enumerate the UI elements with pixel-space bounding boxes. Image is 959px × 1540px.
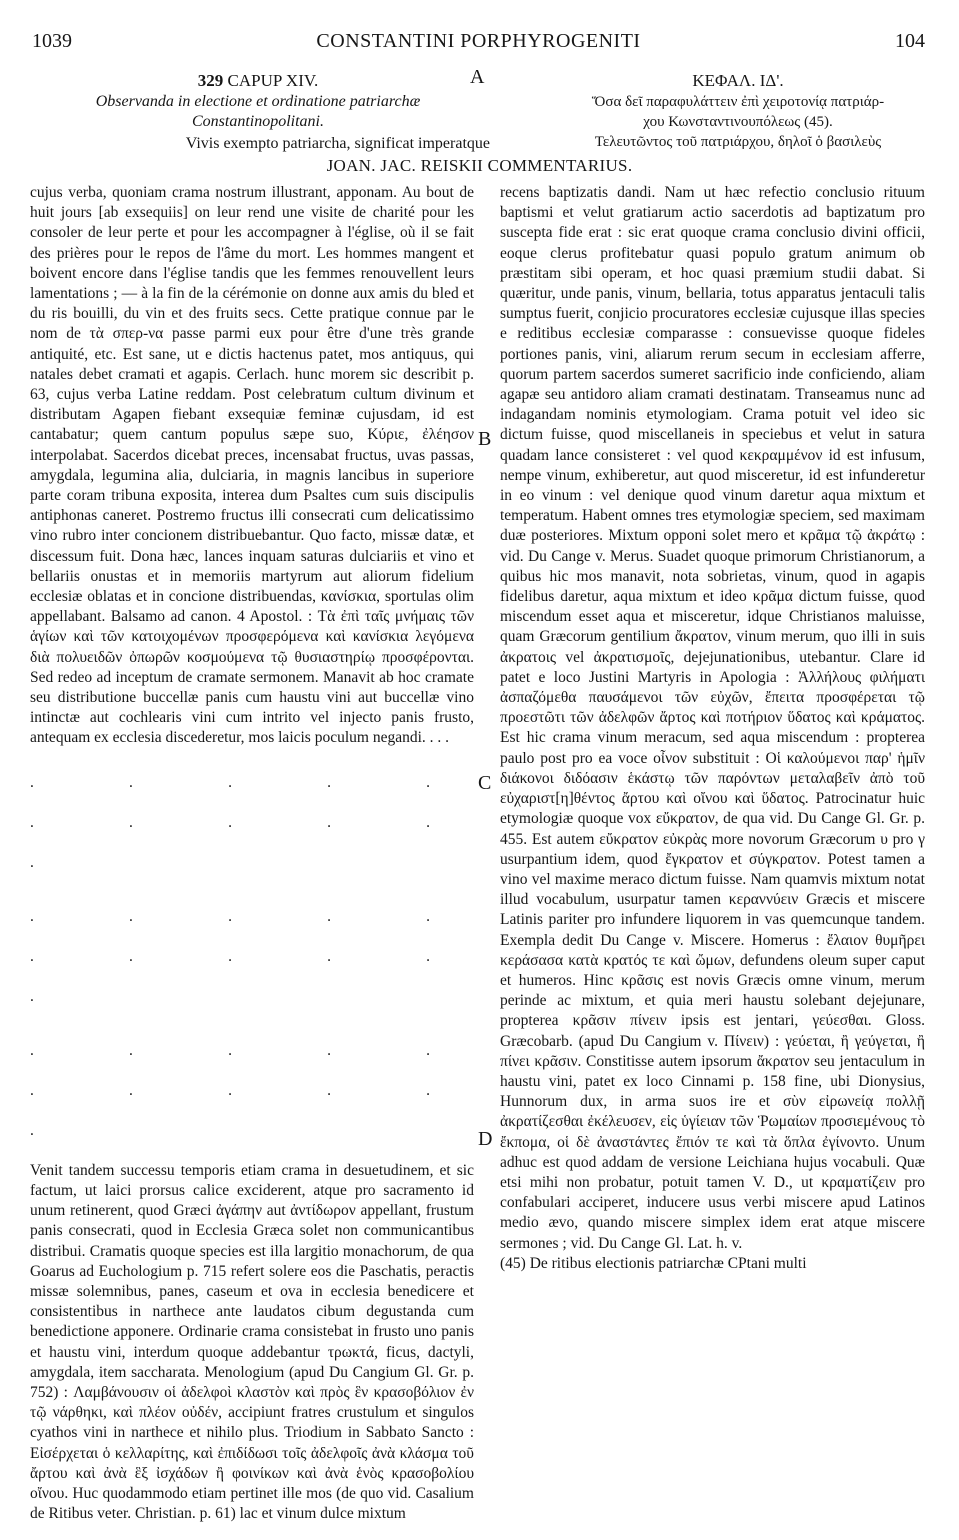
left-column (30, 183, 474, 1524)
greek-caput: ΚΕΦΑΛ. ΙΔ'. (692, 71, 784, 90)
margin-letter-d: D (478, 1128, 493, 1150)
left-paragraph-1: cujus verba, quoniam crama nostrum illustrant, apponam. Au bout de huit jours [ab exsequiis] on leur rend une visite de charité pour les consoler de leur perte et pour les accompagner à l'église, où il se fait des prières pour le repos de l'âme du mort. Les hommes mangent et boivent encore dans l'église tandis que les femmes renouvellent leurs lamentations ; — à la fin de la cérémonie on donne aux amis du bled et du ris bouilli, du vin et des fruits secs. Cette pratique connue par le nom de τὰ σπερ-να passe parmi eux pour être d'une très grande antiquité, etc. Est sane, ut e dictis hactenus patet, mos antiquus, qui natales debet cramati et agapis. Cerlach. hunc morem sic describit p. 63, cujus verba Latine reddam. Post celebratum cultum divinum et distributam Agapen fiebant exsequiæ feminæ cujusdam, id est cantabatur; quem cantum populus sæpe suo, Κύριε, ἐλέησον interpolabat. Sacerdos dicebat preces, incensabat fructus, uvas passas, amygdala, legumina alia, dulciaria, in magnis lancibus in superiore parte coram tribuna exposita, interea dum Psaltes cum suis discipulis antiphonas caneret. Postremo fructus illi consecrati cum delicatissimo vino rubro inter concionem distribuebantur. Quo facto, missæ datæ, et discessum fuit. Dona hæc, lances inquam saturas dulciariis et vino et bellariis onustas et in memoriis martyrum aut aliorum fidelium ecclesiæ oblatas et in concione distribuendas, κανίσκια, sportulas olim appellabant. Balsamo ad canon. 4 Apostol. : Τὰ ἐπὶ ταῖς μνήμαις τῶν ἁγίων καὶ τῶν κατοιχομένων προσφερόμενα καὶ κανίσκια λεγόμενα διὰ πολυειδῶν ὀπωρῶν κοσμούμενα τῷ θυσιαστηρίῳ προσφέρονται. Sed redeo ad inceptum de cramate sermonem. Manavit ab hoc cramate seu distributione buccellæ panis cum haustu vini aut buccellæ vino intinctæ aut cochlearis vini cum intrito vel injecto panis frusto, antequam ex ecclesia discederetur, mos laicis poculum negandi. . . . (30, 184, 474, 747)
margin-letter-a: A (470, 66, 485, 88)
margin-letter-b: B (478, 428, 492, 450)
omission-dots-2: . . . . . . . . . . . (30, 907, 474, 1005)
greek-subtitle-1: Ὅσα δεῖ παραφυλάττειν ἐπὶ χειροτονίᾳ πατριάρ- (591, 94, 885, 110)
page-number-right: 104 (895, 30, 925, 52)
right-paragraph-1: recens baptizatis dandi. Nam ut hæc refectio conclusio rituum baptismi et velut gratiarum actio sacerdotis ad baptizatum pro suscepta fide erat : sic erat quoque crama conclusio divini officii, eoque clerus profitebatur quasi populo gratum animum ob præstitam sibi operam, et hoc quasi præmium studii dabat. Si quæritur, unde panis, vinum, bellaria, totus apparatus jentaculi talis sumptus fuerit, conjicio procuratores ecclesiæ cujusque illas species e reditibus ecclesiæ comparasse : consuevisse quoque fideles portiones panis, vini, aliarum rerum secum in ecclesiam afferre, quorum partem sacerdos sumeret sacrificio inde conficiendo, aliam agapæ seu antidoro aliam cramati destinatam. Transeamus nunc ad indagandam nominis etymologiam. Crama potuit vel ideo sic dictum fuisse, quod miscellaneis in speciebus et velut in satura quadam lance consisteret : vel quod κεκραμμένον id est infusum, nempe vinum, exhiberetur, aut quod misceretur, id est infunderetur in eo vinum : vel denique quod vinum daretur aqua mixtum et temperatum. Habent omnes tres etymologiæ speciem, sed maximam duæ posteriores. Mixtum opponi solet mero et κρᾶμα τῷ ἀκράτῳ : vid. Du Cange v. Merus. Suadet quoque primorum Christianorum, a quibus hic mos manavit, nota sobrietas, vinum, quod in agapis fidelibus daretur, aqua mixtum et ideo κρᾶμα dictum fuisse, quod miscendum esset aqua et misceretur, idque Christianos maluisse, quam Græcorum gentilium ἄκρατον, vinum merum, quo illi in suis ἀκρατοις vel ἀκρατισμοῖς, dejejunationibus, utebantur. Clare id patet e loco Justini Martyris in Apologia : Ἀλλήλους φιλήματι ἀσπαζόμεθα παυσάμενοι τῶν εὐχῶν, ἔπειτα προσφέρεται τῷ προεστῶτι τῶν ἀδελφῶν ἄρτος καὶ ποτήριον ὕδατος καὶ κράματος. Est hic crama vinum meracum, sed aqua miscendum : propterea paulo post pro ea voce οἶνον substituit : Οἱ καλούμενοι παρ' ἡμῖν διάκονοι διδόασιν ἑκάστῳ τῶν παρόντων μεταλαβεῖν ἀπὸ τοῦ εὐχαριστ[η]θέντος ἄρτου καὶ οἴνου καὶ ὕδατος. Patrocinatur huic etymologiæ quoque vox εὔκρατον, de qua vid. Du Cange Gl. Gr. p. 455. Est autem εὔκρατον εὐκρὰς more novorum Græcorum υ pro γ usurpantium idem, quod ἔγκρατον et σύγκρατον. Potest tamen a vino vel maxime meraco dictum fuisse. Nam quamvis mixtum notat illud vocabulum, usurpatur tamen κεραννύειν Græcis et miscere Latinis pariter pro infundere liquorem in vas quemcunque tandem. Exempla dedit Du Cange v. Miscere. Homerus : ἔλαιον θυμῆρει κεράσασα κατὰ κρατός τε καὶ ὤμων, defundens oleum super caput et humeros. Hinc κρᾶσις est novis Græcis omne vinum, merum perinde ac mixtum, et quia meri haustu solebant dejejunare, propterea κρᾶσιν πίνειν ipsis est jentari, γεύεσθαι. Gloss. Græcobarb. (apud Du Cangium v. Πίνειν) : γεύεται, ἢ γεύγεται, ἢ πίνει κρᾶσιν. Constitisse autem ipsorum ἄκρατον seu jentaculum in haustu vini, patet ex loco Cinnami p. 158 fine, ubi Dionysius, Hunnorum dux, in arma suos ire et σὺν εἰρωνείᾳ πολλῇ ἀκρατίζεσθαι ἐκέλευσεν, εἰς ὑγίειαν τῶν Ῥωμαίων προσιεμένους τὸ ἔκπομα, οἱ δὲ ἀναστάντες ἔπιόν τε καὶ τὰ ὅπλα ἐγίνοντο. Unum adhuc est quod addam de versione Leichiana hujus vocabuli. Quæ etsi mihi non probatur, potuit tamen V. D., ut κραματίζειν pro confabulari acciperet, inducere usus verbi miscere apud Latinos medio ævo, quando miscere simplex idem erat atque miscere sermones ; vid. Du Cange Gl. Lat. h. v. (500, 184, 925, 1252)
section-number: 329 (197, 71, 224, 90)
running-title: CONSTANTINI PORPHYROGENITI (316, 30, 641, 52)
commentary-heading: JOAN. JAC. REISKII COMMENTARIUS. (326, 156, 633, 175)
right-column (500, 183, 925, 1274)
greek-title (522, 70, 954, 132)
greek-subtitle-2: χου Κωνσταντινουπόλεως (45). (643, 114, 833, 130)
greek-opening-line: Τελευτῶντος τοῦ πατριάρχου, δηλοῖ ὁ βασιλεὺς (594, 134, 882, 150)
omission-dots-3: . . . . . . . . . . . (30, 1041, 474, 1139)
latin-caput: CAPUP XIV. (227, 71, 319, 90)
omission-dots: . . . . . . . . . . . (30, 773, 474, 871)
page-number-left: 1039 (32, 30, 72, 52)
page-header (32, 30, 925, 60)
margin-letter-c: C (478, 772, 492, 794)
latin-opening-line: Vivis exempto patriarcha, significat imperatque (185, 135, 490, 152)
left-paragraph-2: Venit tandem successu temporis etiam crama in desuetudinem, et sic factum, ut laici prorsus calice exciderent, atque pro sacramento id unum retinerent, quod Græci ἀγάπην aut ἀντίδωρον appellant, frustum panis consecrati, quod in Ecclesia Græca solet non communicantibus distribui. Cramatis quoque species est illa largitio monachorum, de qua Goarus ad Euchologium p. 715 refert solere eos die Paschatis, peractis missæ solemnibus, panes, caseum et ova in ecclesia benedicere et consistentibus in narthece ante laudatos cibum degustanda cum benedictione apponere. Ordinarie crama consistebat in frusto uno panis et haustu vini, interdum quoque addebantur τρωκτά, ficus, dactyli, amygdala, item saccharata. Menologium (apud Du Cangium Gl. Gr. p. 752) : Λαμβάνουσιν οἱ ἀδελφοὶ κλαστὸν καὶ πρὸς ἓν κρασοβόλιον ἐν τῷ νάρθηκι, καὶ πλέον οὐδέν, accipiunt fratres crustulum et singulos cyathos vini in narthece et nihilo plus. Triodium in Sabbato Sancto : Εἰσέρχεται ὁ κελλαρίτης, καὶ ἐπιδίδωσι τοῖς ἀδελφοῖς ἀνὰ κλάσμα τοῦ ἄρτου καὶ ἀνὰ ἓξ ἰσχάδων ἢ φοινίκων καὶ ἀνὰ ἑνὸς κρασοβολίου οἴνου. Huc quodammodo etiam pertinet ille mos (de quo vid. Casalium de Ritibus veter. Christian. p. 61) lac et vinum dulce mixtum (30, 1161, 474, 1523)
latin-subtitle-1: Observanda in electione et ordinatione patriarchæ (95, 93, 421, 110)
footnote: (45) De ritibus electionis patriarchæ CPtani multi (500, 1254, 807, 1272)
latin-subtitle-2: Constantinopolitani. (191, 113, 324, 130)
latin-title (30, 70, 486, 132)
